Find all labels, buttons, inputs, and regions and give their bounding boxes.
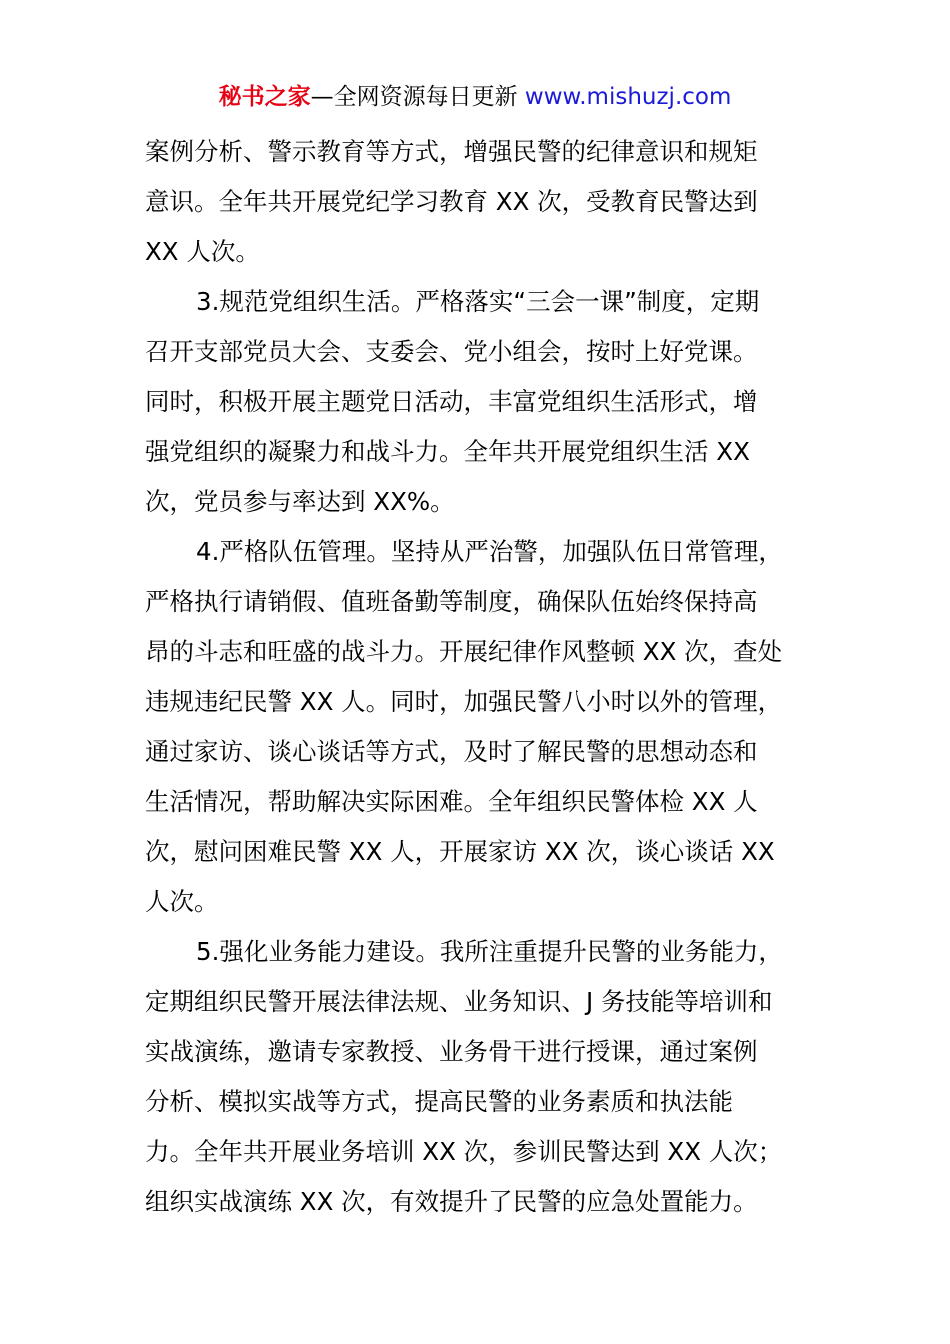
text-line: 通过家访、谈心谈话等方式，及时了解民警的思想动态和 <box>145 737 758 766</box>
paragraph-start-5: 5.强化业务能力建设。我所注重提升民警的业务能力， <box>196 937 783 966</box>
text-line: 组织实战演练 XX 次，有效提升了民警的应急处置能力。 <box>145 1187 758 1216</box>
text-line: 分析、模拟实战等方式，提高民警的业务素质和执法能 <box>145 1087 733 1116</box>
text-line: XX 人次。 <box>145 237 260 266</box>
text-line: 意识。全年共开展党纪学习教育 XX 次，受教育民警达到 <box>145 187 758 216</box>
document-body <box>145 127 815 1227</box>
text-line: 强党组织的凝聚力和战斗力。全年共开展党组织生活 XX <box>145 437 750 466</box>
text-line: 昂的斗志和旺盛的战斗力。开展纪律作风整顿 XX 次，查处 <box>145 637 783 666</box>
page-header <box>0 80 950 114</box>
text-line: 案例分析、警示教育等方式，增强民警的纪律意识和规矩 <box>145 137 758 166</box>
text-line: 违规违纪民警 XX 人。同时，加强民警八小时以外的管理， <box>145 687 783 716</box>
text-line: 同时，积极开展主题党日活动，丰富党组织生活形式，增 <box>145 387 758 416</box>
text-line: 定期组织民警开展法律法规、业务知识、J 务技能等培训和 <box>145 987 773 1016</box>
text-line: 次，慰问困难民警 XX 人，开展家访 XX 次，谈心谈话 XX <box>145 837 775 866</box>
text-line: 人次。 <box>145 887 219 916</box>
text-line: 严格执行请销假、值班备勤等制度，确保队伍始终保持高 <box>145 587 758 616</box>
text-line: 力。全年共开展业务培训 XX 次，参训民警达到 XX 人次； <box>145 1137 783 1166</box>
paragraph-start-4: 4.严格队伍管理。坚持从严治警，加强队伍日常管理， <box>196 537 783 566</box>
text-line: 召开支部党员大会、支委会、党小组会，按时上好党课。 <box>145 337 758 366</box>
text-line: 实战演练，邀请专家教授、业务骨干进行授课，通过案例 <box>145 1037 758 1066</box>
header-slogan: —全网资源每日更新 <box>310 84 518 110</box>
text-line: 次，党员参与率达到 XX%。 <box>145 487 455 516</box>
text-line: 生活情况，帮助解决实际困难。全年组织民警体检 XX 人 <box>145 787 758 816</box>
brand-name: 秘书之家 <box>218 84 311 110</box>
paragraph-start-3: 3.规范党组织生活。严格落实“三会一课”制度，定期 <box>196 287 760 316</box>
site-url-link[interactable]: www.mishuzj.com <box>524 84 732 110</box>
